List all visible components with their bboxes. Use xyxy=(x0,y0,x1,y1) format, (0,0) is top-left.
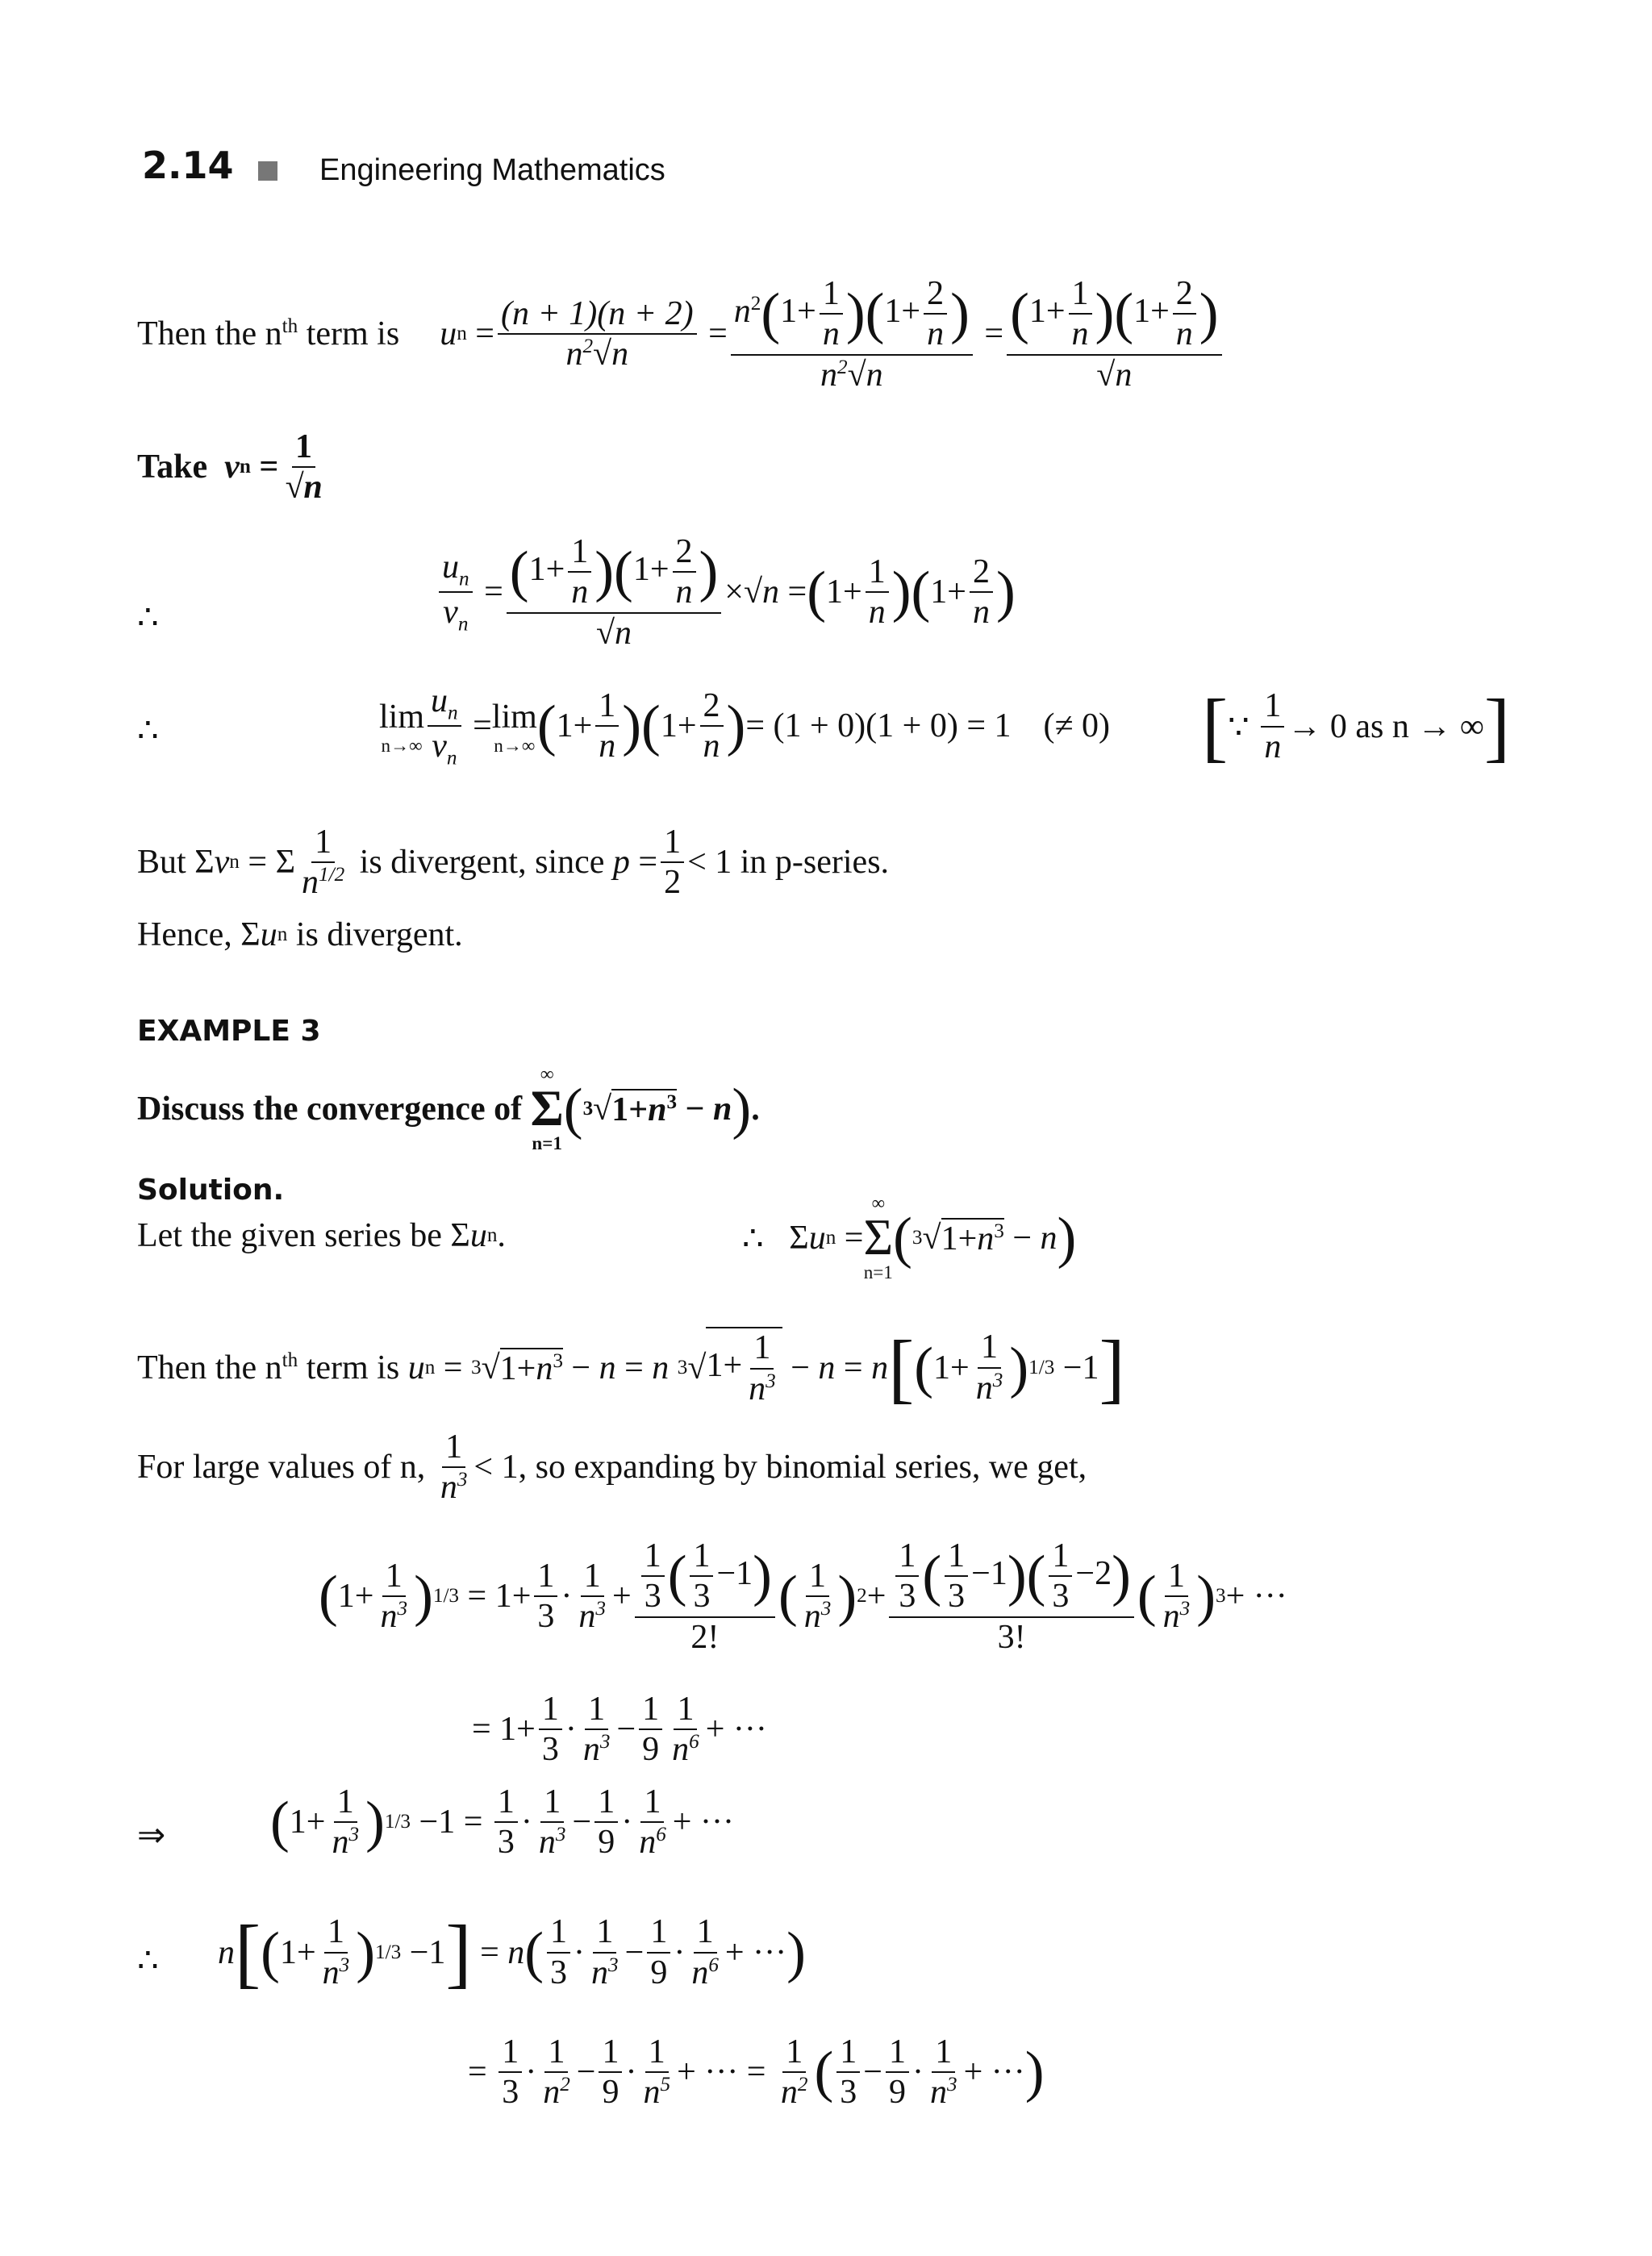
simplified-expansion: = 1+ $\frac{1}{3}$ · $\frac{1}{n^3}$ − $\frac{1}{9}$ $\frac{1}{n^6}$ + ··· xyxy=(472,1691,767,1769)
but-line: But Σ v n = Σ $\frac{1}{n^{1/2}}$ is divergent, since p = $\frac{1}{2}$ < 1 in p-series. xyxy=(137,824,890,902)
since-note: [ ∵ $\frac{1}{n}$ → 0 as n → ∞ ] xyxy=(1202,683,1511,769)
un-fraction-3: (1+ $\frac{1}{n}$ )(1+ $\frac{2}{n}$ ) √n xyxy=(1007,274,1222,394)
nth-term-line: Then the $n^{th}$ term is u n = $\frac{(n + 1)(n + 2)}{n^2√n}$ = $n^2(1+$ $\frac{1}{n}$ )(1+ $\frac{2}{n}$ ) $n^2√n$ = (1+ $\frac{1}{n}$ )(1+ $\frac{2}{n}$ ) √n xyxy=(137,274,1225,394)
un-fraction-1: $\frac{(n + 1)(n + 2)}{n^2√n}$ xyxy=(498,294,697,374)
page-number: 2.14 xyxy=(142,144,234,187)
un-fraction-2: $n^2(1+$ $\frac{1}{n}$ )(1+ $\frac{2}{n}$ ) $n^2√n$ xyxy=(731,274,973,394)
nth-term-label: Then the $n^{th}$ term is xyxy=(137,315,400,353)
series-definition: ∴ Σ u n = ∞ Σ n=1 ( 3 √ $1+n^3$ − n ) xyxy=(742,1192,1077,1283)
therefore-symbol-1: ∴ xyxy=(137,599,159,636)
solution-heading: Solution. xyxy=(137,1174,285,1207)
take-vn-line: Take v n = $\frac{1}{√n}$ xyxy=(137,428,323,507)
final-line: = $\frac{1}{3}$ · $\frac{1}{n^2}$ − $\frac{1}{9}$ · $\frac{1}{n^5}$ + ··· = $\frac{1}{n^2}$ ( $\frac{1}{3}$ − $\frac{1}{9}$ · $\frac{1}{n^3}$ + ··· ) xyxy=(468,2033,1045,2112)
hence-line: Hence, Σ u n is divergent. xyxy=(137,916,463,953)
header-square-icon xyxy=(258,161,277,181)
therefore-symbol-3: ∴ xyxy=(137,1942,159,1979)
implies-symbol: ⇒ xyxy=(137,1817,166,1854)
binomial-expansion: ( 1+ $\frac{1}{n^3}$ ) 1/3 = 1+ $\frac{1}{3}$ · $\frac{1}{n^3}$ + $\frac{1}{3}$ ( $\frac{1}{3}$ −1) 2! ( $\frac{1}{n^3}$ ) 2 + $\frac{1}{3}$ ( $\frac{1}{3}$ −1)( $\frac{1}{3}$ −2) 3! ( $\frac{1}{n^3}$ ) 3 + ··· xyxy=(319,1537,1287,1656)
problem-statement: Discuss the convergence of ∞ Σ n=1 ( 3 √ $1+n^3$ − n ) . xyxy=(137,1063,760,1154)
ratio-line: $\frac{u_n}{v_n}$ = (1+ $\frac{1}{n}$ )(1+ $\frac{2}{n}$ ) √n × √n = ( 1+ $\frac{1}{n}$ )( 1+ $\frac{2}{n}$ ) xyxy=(436,532,1016,653)
let-line: Let the given series be Σ u n . xyxy=(137,1217,506,1254)
book-title: Engineering Mathematics xyxy=(319,153,665,187)
multiplied-line: n [ ( 1+ $\frac{1}{n^3}$ ) 1/3 −1 ] = n ( $\frac{1}{3}$ · $\frac{1}{n^3}$ − $\frac{1}{9}$ · $\frac{1}{n^6}$ + ··· ) xyxy=(218,1909,806,1995)
limit-line: lim n→∞ $\frac{u_n}{v_n}$ = lim n→∞ ( 1+ $\frac{1}{n}$ )( 1+ $\frac{2}{n}$ ) = (1 + 0)(1 + 0) = 1 (≠ 0) xyxy=(379,682,1111,769)
implies-line: ( 1+ $\frac{1}{n^3}$ ) 1/3 −1 = $\frac{1}{3}$ · $\frac{1}{n^3}$ − $\frac{1}{9}$ · $\frac{1}{n^6}$ + ··· xyxy=(270,1783,734,1862)
for-large-line: For large values of n, $\frac{1}{n^3}$ < 1, so expanding by binomial series, we get, xyxy=(137,1428,1087,1507)
nth-term-line-2: Then the $n^{th}$ term is u n = 3 √ $1+n^3$ − n = n 3 √ 1+ $\frac{1}{n^3}$ − n = n [ ( 1+ $\frac{1}{n^3}$ ) 1/3 −1 ] xyxy=(137,1324,1125,1411)
limit-result: = (1 + 0)(1 + 0) = 1 xyxy=(745,707,1012,745)
not-zero-note: (≠ 0) xyxy=(1043,707,1111,745)
therefore-symbol-2: ∴ xyxy=(137,712,159,749)
example-heading: EXAMPLE 3 xyxy=(137,1015,321,1048)
